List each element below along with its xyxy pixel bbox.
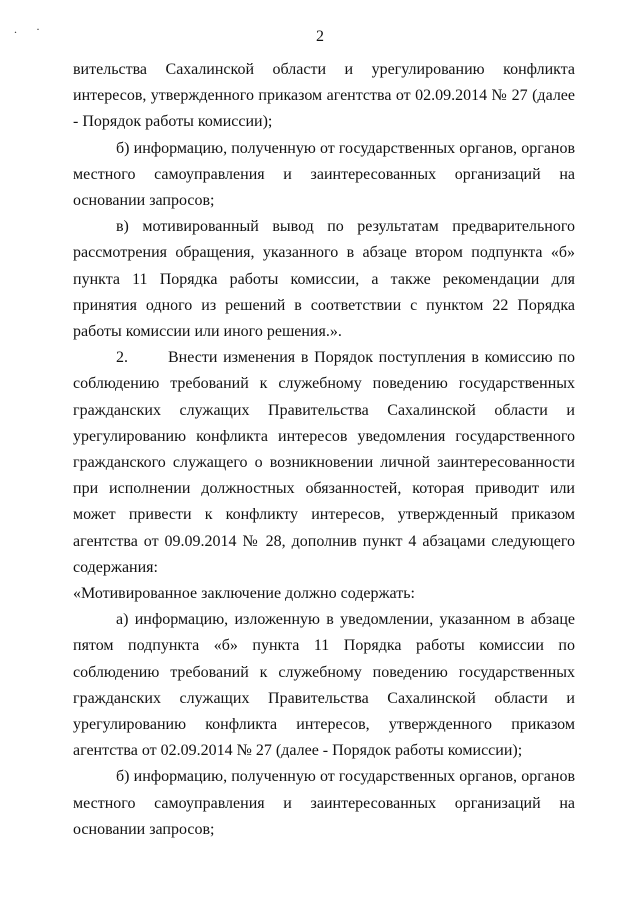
paragraph-item-b-2: б) информацию, полученную от государственных органов, органов местного самоуправления и заинтересованных организаций на основании запросов;	[73, 768, 575, 838]
scan-artifact-mark: . ·	[14, 22, 48, 36]
paragraph-continuation: вительства Сахалинской области и урегулированию конфликта интересов, утвержденного приказом агентства от 02.09.2014 № 27 (далее - Порядок работы комиссии);	[73, 61, 575, 131]
paragraph-quote-intro: «Мотивированное заключение должно содержать:	[73, 585, 415, 603]
paragraph-clause-2: 2. Внести изменения в Порядок поступления в комиссию по соблюдению требований к служебному поведению государственных гражданских служащих Правительства Сахалинской области и урегулированию конфликта интересов уведомления государственного гражданского служащего о возникновении личной заинтересованности при исполнении должностных обязанностей, которая приводит или может привести к конфликту интересов, утвержденный приказом агентства от 09.09.2014 № 28, дополнив пункт 4 абзацами следующего содержания:	[73, 349, 575, 576]
paragraph-item-a: а) информацию, изложенную в уведомлении, указанном в абзаце пятом подпункта «б» пункта 11 Порядка работы комиссии по соблюдению требований к служебному поведению государственных гражданских служащих Правительства Сахалинской области и урегулированию конфликта интересов, утвержденного приказом агентства от 02.09.2014 № 27 (далее - Порядок работы комиссии);	[73, 611, 575, 760]
paragraph-item-b: б) информацию, полученную от государственных органов, органов местного самоуправления и заинтересованных организаций на основании запросов;	[73, 139, 575, 210]
page-number: 2	[316, 28, 324, 45]
document-body	[73, 57, 575, 843]
paragraph-item-v: в) мотивированный вывод по результатам предварительного рассмотрения обращения, указанного в абзаце втором подпункта «б» пункта 11 Порядка работы комиссии, а также рекомендации для принятия одного из решений в соответствии с пунктом 22 Порядка работы комиссии или иного решения.».	[73, 218, 575, 341]
